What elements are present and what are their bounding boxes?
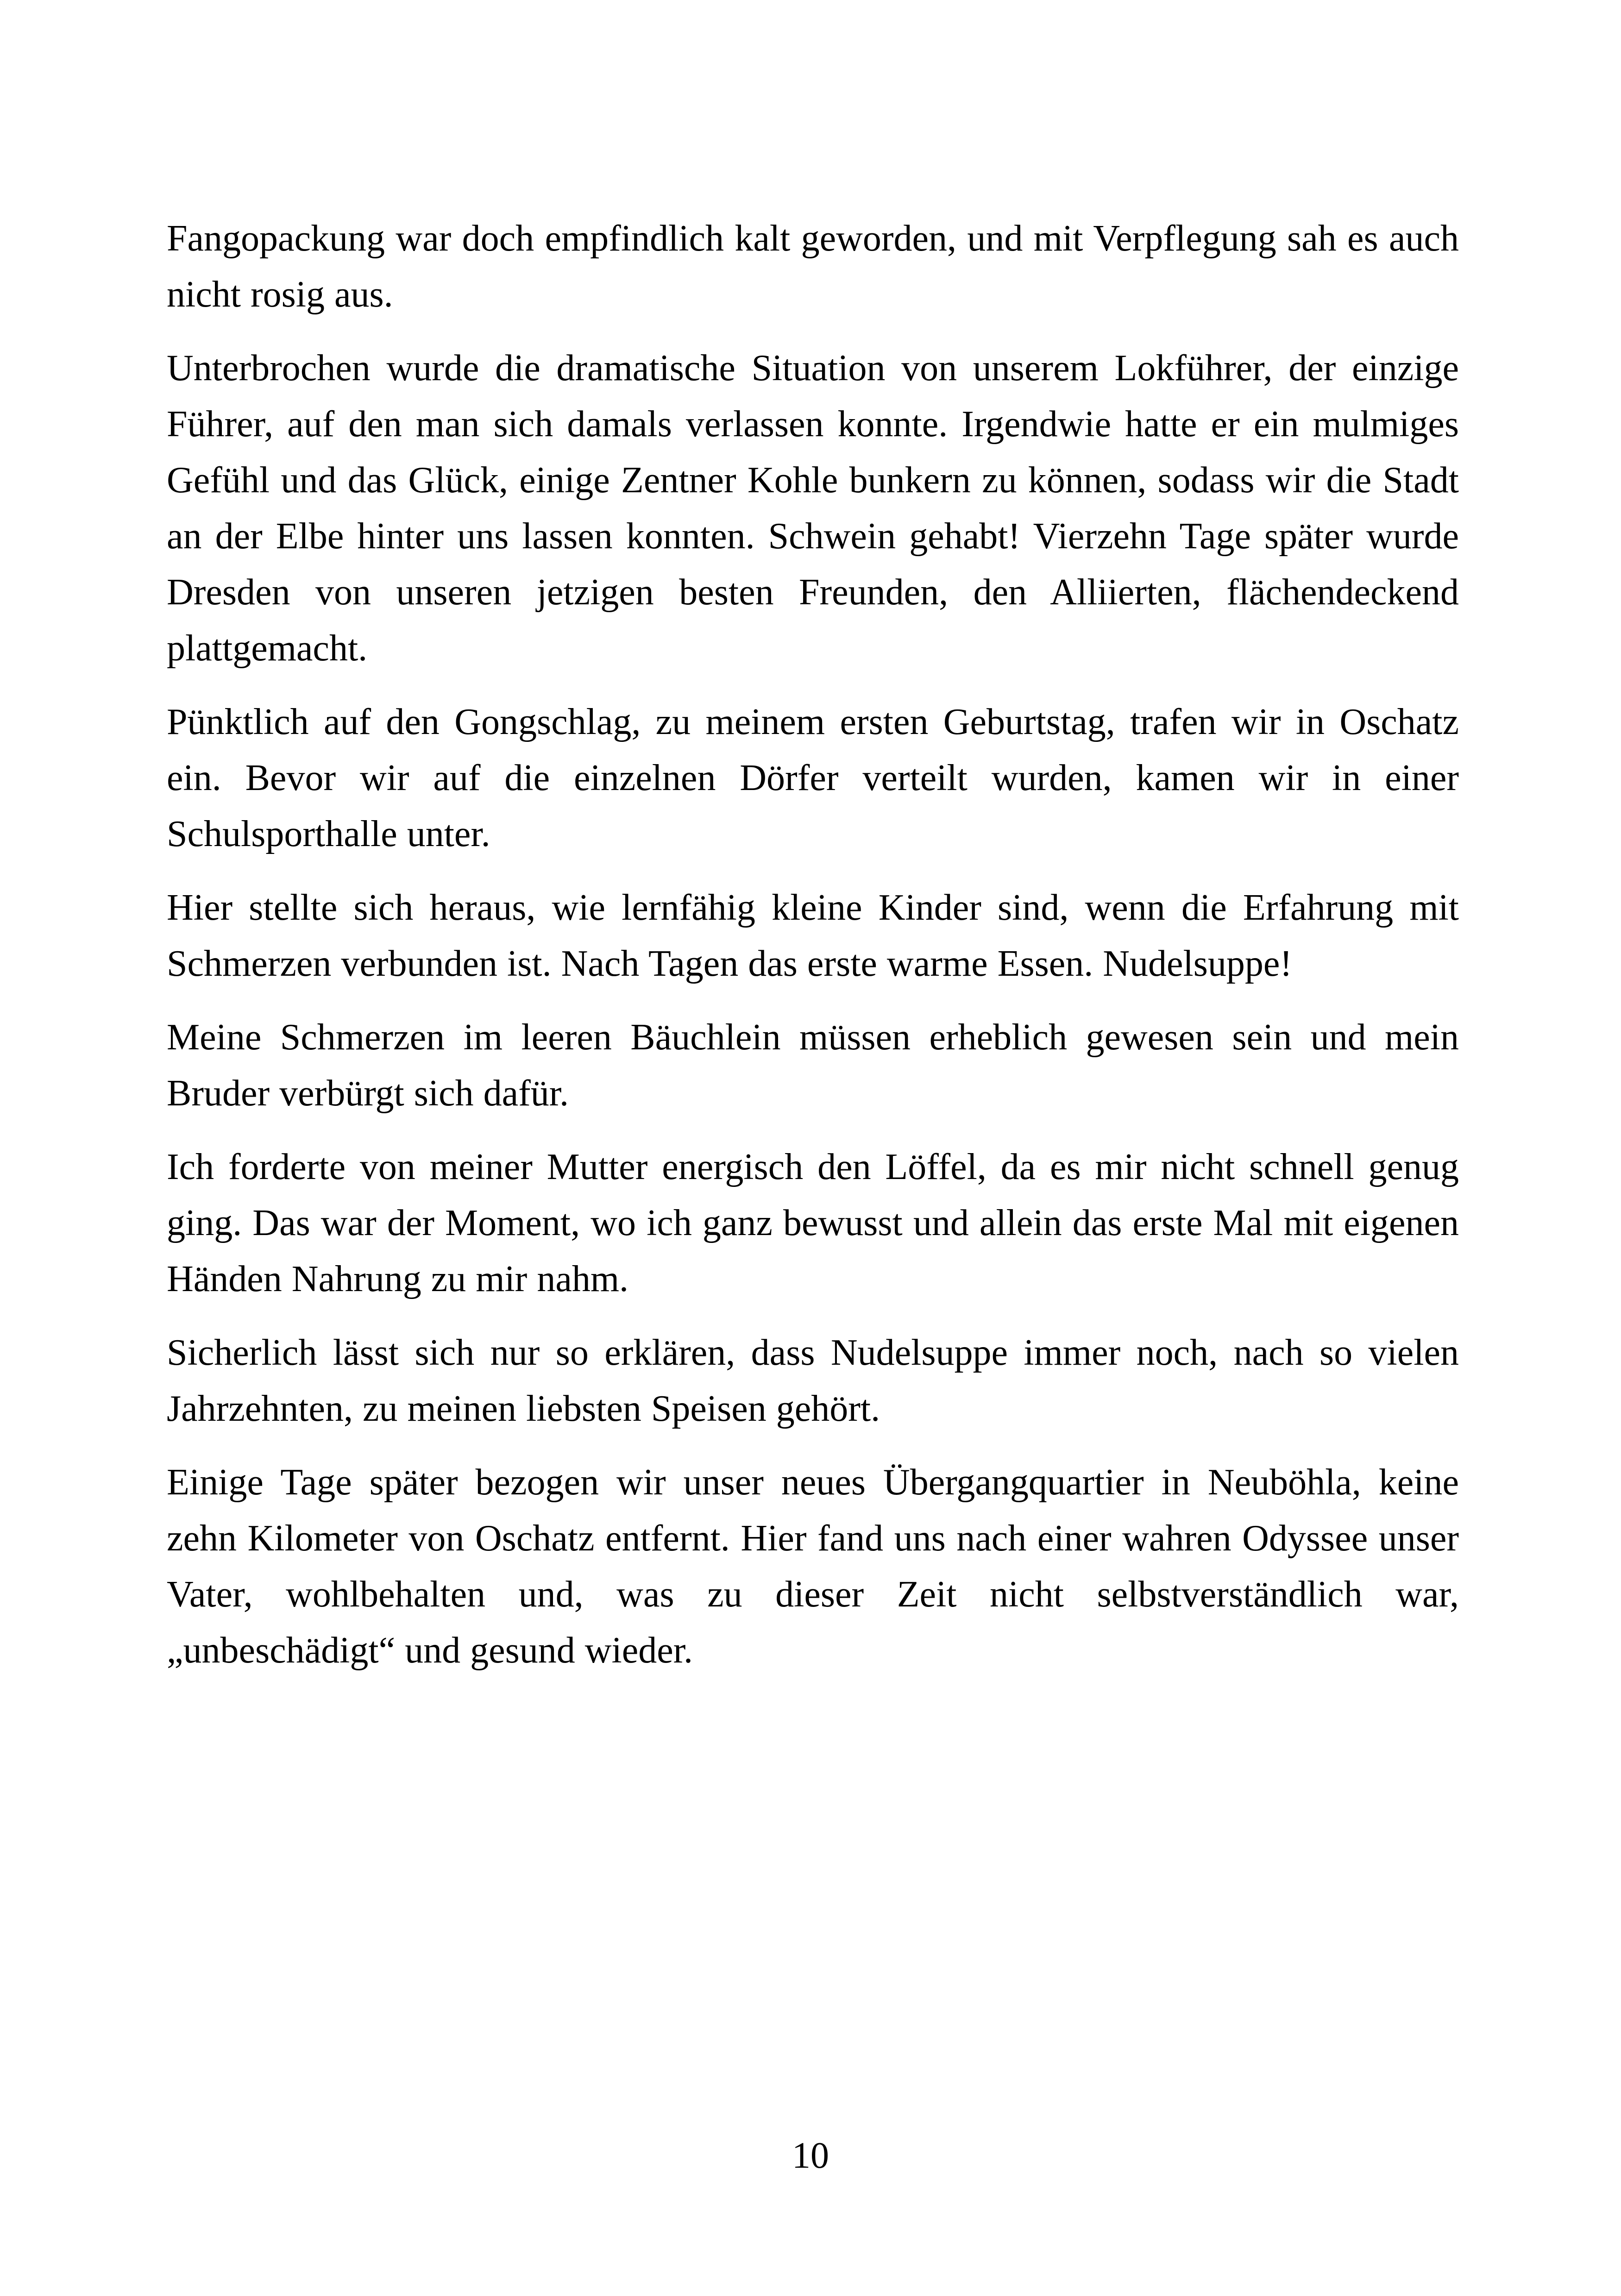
page-number: 10 [792,2135,829,2176]
body-text [167,211,1459,1696]
paragraph: Pünktlich auf den Gongschlag, zu meinem ersten Geburtstag, trafen wir in Oschatz ein. Bevor wir auf die einzelnen Dörfer verteilt wurden, kamen wir in einer Schulsporthalle unter. [167,702,1459,854]
paragraph: Meine Schmerzen im leeren Bäuchlein müssen erheblich gewesen sein und mein Bruder verbürgt sich dafür. [167,1017,1459,1114]
paragraph: Hier stellte sich heraus, wie lernfähig kleine Kinder sind, wenn die Erfahrung mit Schmerzen verbunden ist. Nach Tagen das erste warme Essen. Nudelsuppe! [167,887,1459,984]
paragraph: Sicherlich lässt sich nur so erklären, dass Nudelsuppe immer noch, nach so vielen Jahrzehnten, zu meinen liebsten Speisen gehört. [167,1332,1459,1429]
paragraph: Ich forderte von meiner Mutter energisch den Löffel, da es mir nicht schnell genug ging. Das war der Moment, wo ich ganz bewusst und allein das erste Mal mit eigenen Händen Nahrung zu mir nahm. [167,1147,1459,1299]
paragraph: Unterbrochen wurde die dramatische Situation von unserem Lokführer, der einzige Führer, auf den man sich damals verlassen konnte. Irgendwie hatte er ein mulmiges Gefühl und das Glück, einige Zentner Kohle bunkern zu können, sodass wir die Stadt an der Elbe hinter uns lassen konnten. Schwein gehabt! Vierzehn Tage später wurde Dresden von unseren jetzigen besten Freunden, den Alliierten, flächendeckend plattgemacht. [167,348,1459,669]
paragraph: Einige Tage später bezogen wir unser neues Übergangquartier in Neuböhla, keine zehn Kilometer von Oschatz entfernt. Hier fand uns nach einer wahren Odyssee unser Vater, wohlbehalten und, was zu dieser Zeit nicht selbstverständlich war, „unbeschädigt“ und gesund wieder. [167,1462,1459,1671]
paragraph: Fangopackung war doch empfindlich kalt geworden, und mit Verpflegung sah es auch nicht rosig aus. [167,218,1459,315]
